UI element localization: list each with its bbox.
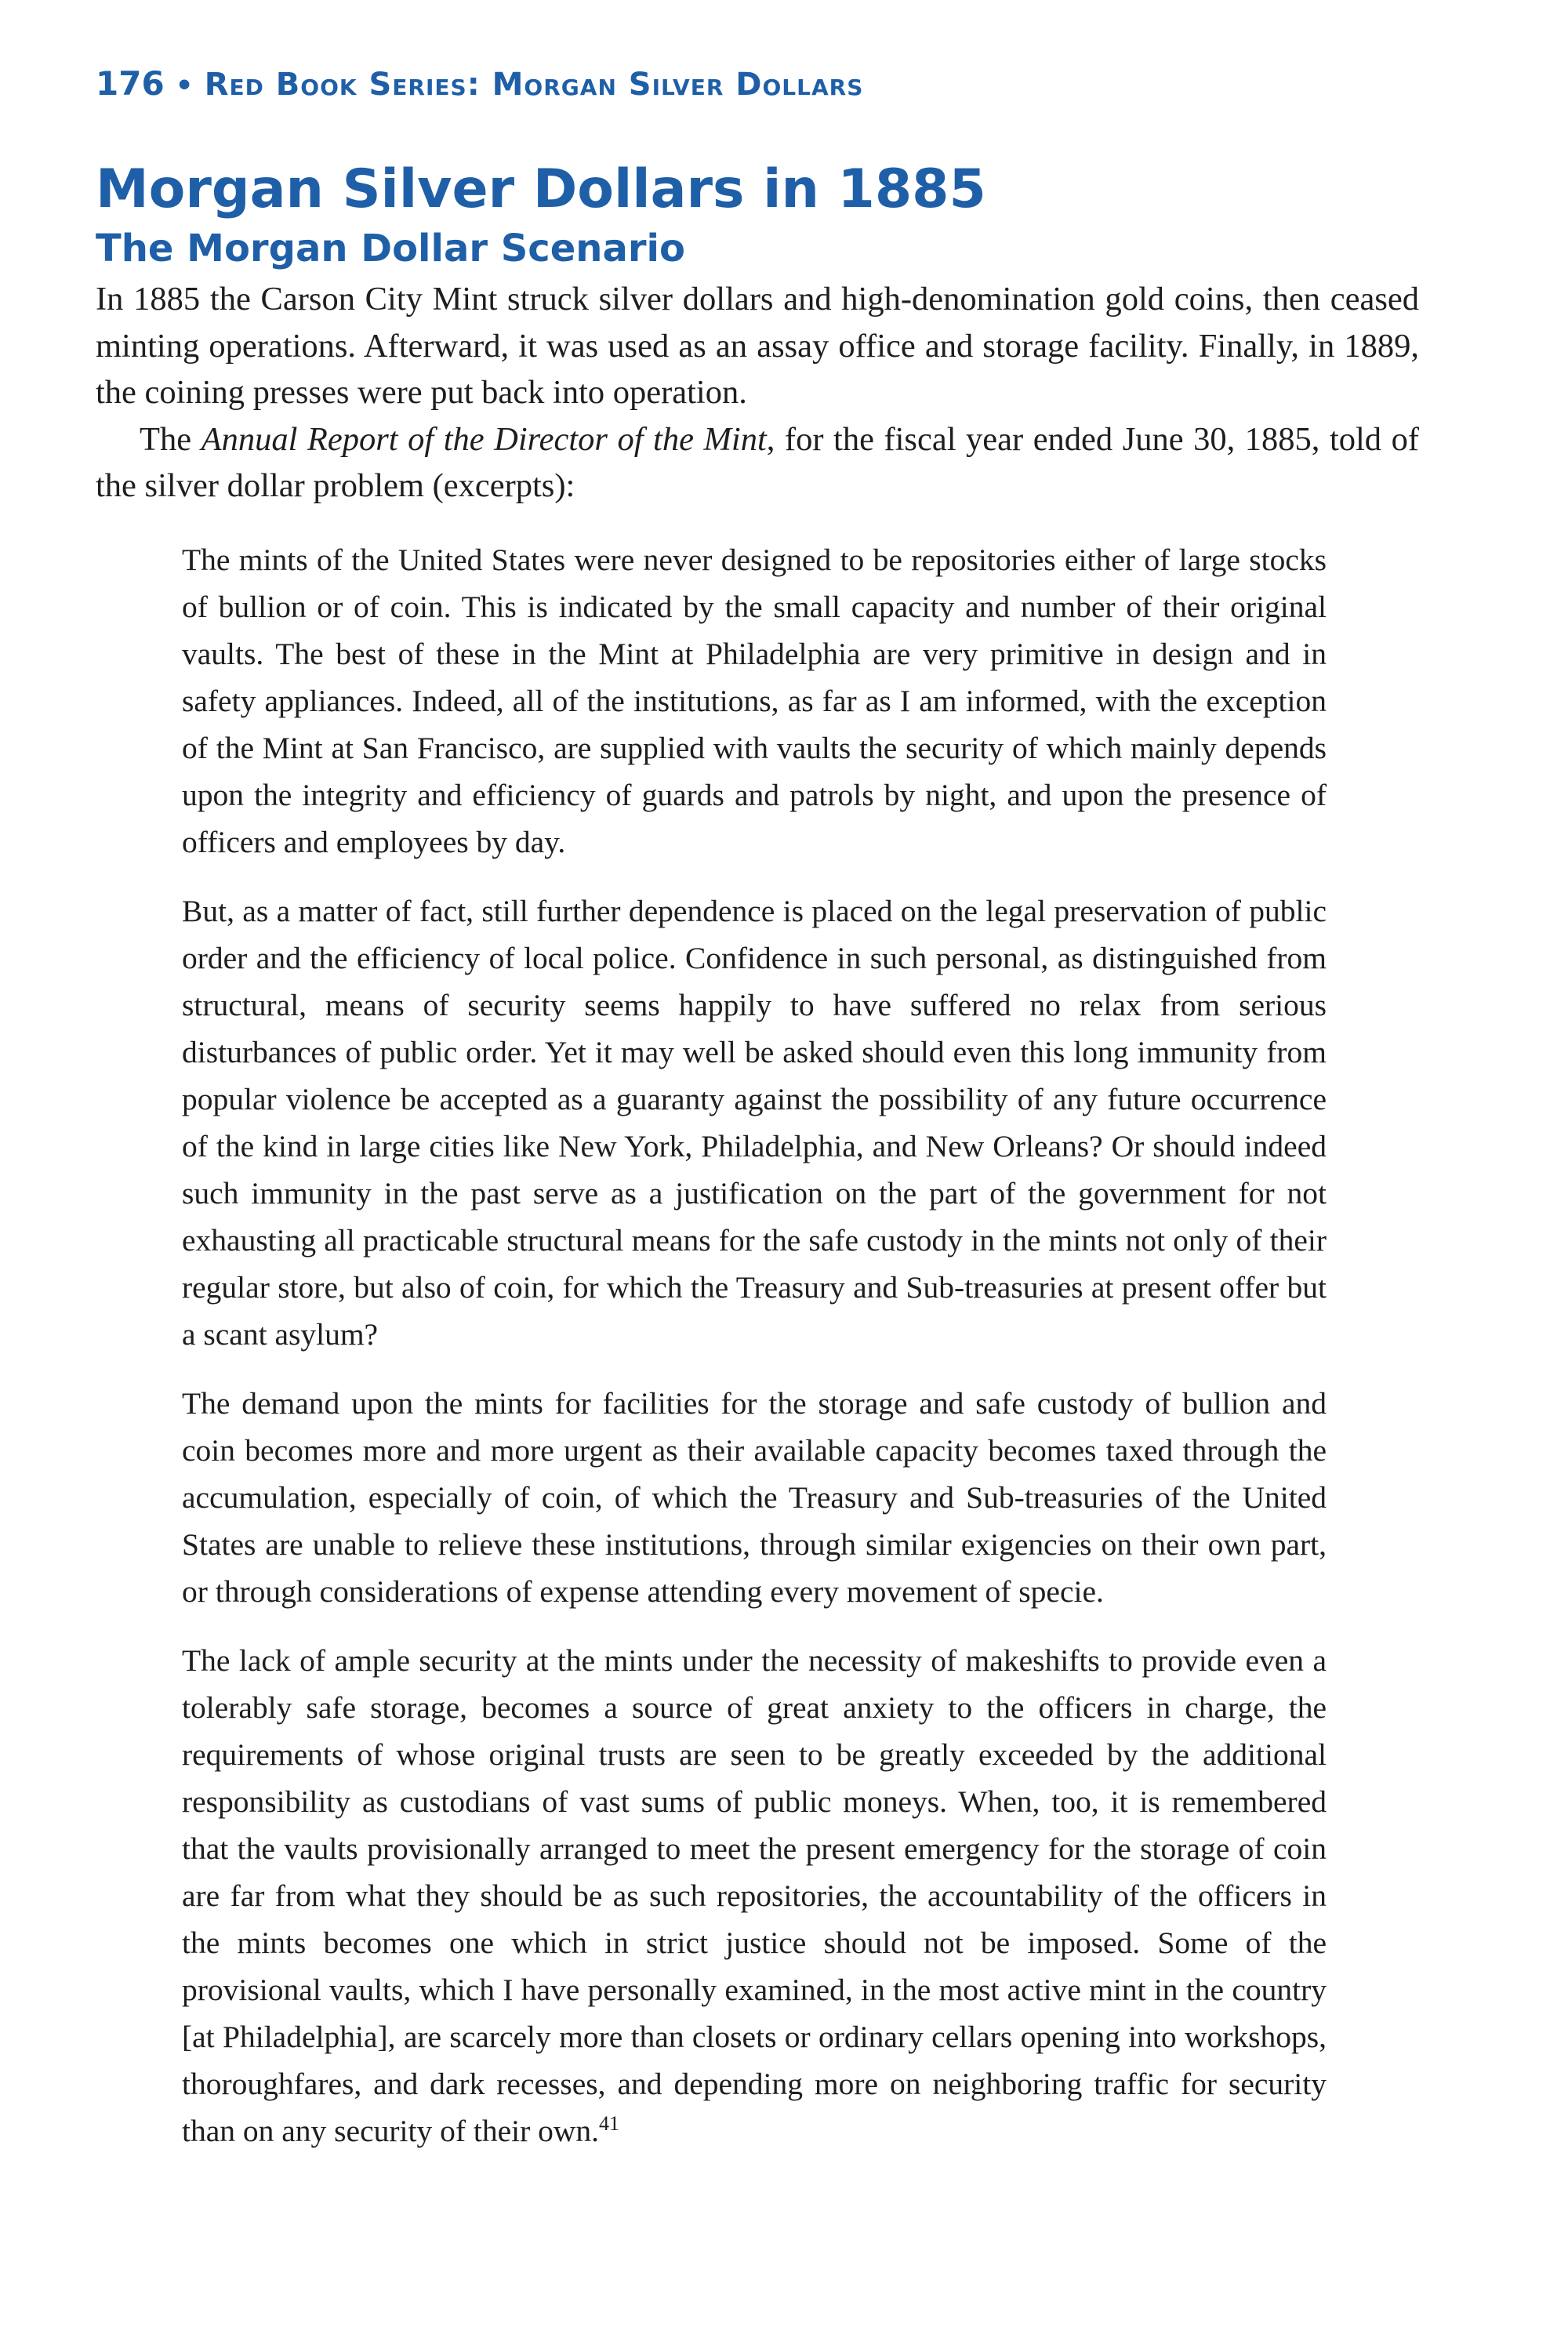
- block-quote: [182, 536, 1327, 2176]
- body-text: [96, 276, 1419, 510]
- quote-paragraph: The mints of the United States were never designed to be repositories either of large stocks of bullion or of coin. This is indicated by the small capacity and number of their original vaults. The best of these in the Mint at Philadelphia are very primitive in design and in safety appliances. Indeed, all of the institutions, as far as I am informed, with the exception of the Mint at San Francisco, are supplied with vaults the security of which mainly depends upon the integrity and efficiency of guards and patrols by night, and upon the presence of officers and employees by day.: [182, 543, 1327, 859]
- running-head-separator: •: [175, 70, 194, 102]
- quote-paragraph: [182, 1637, 1327, 2154]
- running-head: [96, 64, 863, 103]
- quote-paragraph: The demand upon the mints for facilities for the storage and safe custody of bullion and coin becomes more and more urgent as their available capacity becomes taxed through the accumulation, especially of coin, of which the Treasury and Sub-treasuries of the United States are unable to relieve these institutions, through similar exigencies on their own part, or through considerations of expense attending every movement of specie.: [182, 1386, 1327, 1609]
- page-number: 176: [96, 64, 165, 103]
- body-paragraph: [96, 416, 1419, 510]
- body-text-run: The: [140, 420, 201, 458]
- body-paragraph: In 1885 the Carson City Mint struck silver dollars and high-denomination gold coins, then ceased minting operations. Afterward, it was used as an assay office and storage facility. Finally, in 1889, the coining presses were put back into operation.: [96, 281, 1419, 411]
- quote-text-run: The lack of ample security at the mints under the necessity of makeshifts to provide even a tolerably safe storage, becomes a source of great anxiety to the officers in charge, the requirements of whose original trusts are seen to be greatly exceeded by the additional responsibility as custodians of vast sums of public moneys. When, too, it is remembered that the vaults provisionally arranged to meet the present emergency for the storage of coin are far from what they should be as such repositories, the accountability of the officers in the mints becomes one which in strict justice should not be imposed. Some of the provisional vaults, which I have personally examined, in the most active mint in the country [at Philadelphia], are scarcely more than closets or ordinary cellars opening into workshops, thoroughfares, and dark recesses, and depending more on neighboring traffic for security than on any security of their own.: [182, 1643, 1327, 2148]
- chapter-title: Morgan Silver Dollars in 1885: [96, 158, 986, 220]
- report-title: Annual Report of the Director of the Mint: [201, 420, 767, 458]
- series-title: Red Book Series: Morgan Silver Dollars: [204, 67, 864, 103]
- section-heading: The Morgan Dollar Scenario: [96, 227, 685, 270]
- quote-paragraph: But, as a matter of fact, still further dependence is placed on the legal preservation of public order and the efficiency of local police. Confidence in such personal, as distinguished from structural, means of security seems happily to have suffered no relax from serious disturbances of public order. Yet it may well be asked should even this long immunity from popular violence be accepted as a guaranty against the possibility of any future occurrence of the kind in large cities like New York, Philadelphia, and New Orleans? Or should indeed such immunity in the past serve as a justification on the part of the government for not exhausting all practicable structural means for the safe custody in the mints not only of their regular store, but also of coin, for which the Treasury and Sub-treasuries at present offer but a scant asylum?: [182, 894, 1327, 1352]
- footnote-reference[interactable]: 41: [599, 2111, 620, 2135]
- body-text-run: , for the fiscal year ended June 30, 1885, told of the silver dollar problem (excerpts):: [96, 420, 1419, 504]
